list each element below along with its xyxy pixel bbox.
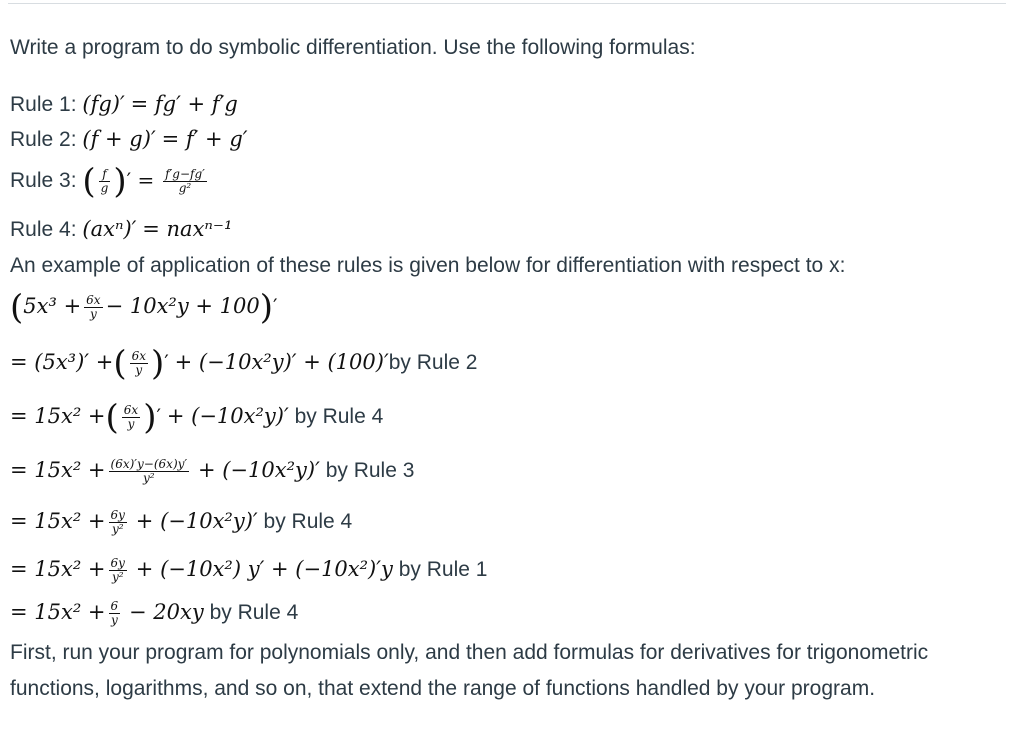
rule-2 — [10, 127, 248, 152]
step-1-reason: by Rule 2 — [388, 351, 478, 375]
intro-text: Write a program to do symbolic differentiation. Use the following formulas: — [10, 36, 696, 59]
step-3-fraction: $\frac{(6x)'y-(6x)y'}{\text{y²}}$ — [110, 457, 188, 485]
rule-3: Rule 3: ( $\frac{f}{g}$ )′ = $\frac{f'g-fg'}{\text{g²}}$ — [10, 161, 205, 202]
closing-text: First, run your program for polynomials only, and then add formulas for derivatives for trigonometric functions, logarithms, and so on, that extend the range of functions handled by your program. — [10, 641, 929, 700]
rule-4-rhs: = naxⁿ⁻¹ — [142, 217, 233, 241]
step-0-fraction: $\frac{6x}{y}$ — [86, 293, 101, 321]
step-4-reason: by Rule 4 — [263, 510, 353, 534]
rule-4-lhs: (axⁿ)′ — [82, 217, 137, 241]
step-3-reason: by Rule 3 — [325, 459, 415, 483]
step-2-fraction: $\frac{6x}{y}$ — [123, 403, 139, 431]
step-4: = 15x² + $\frac{6y}{\text{y²}}$ + (−10x²y)′ by Rule 4 — [10, 508, 353, 536]
rule-3-label: Rule 3: — [10, 169, 77, 193]
step-6-reason: by Rule 4 — [209, 601, 299, 625]
step-6-fraction: $\frac{6}{y}$ — [110, 599, 119, 627]
rule-4-label: Rule 4: — [10, 218, 77, 241]
top-divider — [8, 3, 1006, 4]
step-1: = (5x³)′ +( $\frac{6x}{y}$ )′ + (−10x²y)′ + (100)′by Rule 2 — [10, 343, 478, 384]
rule-2-lhs: (f + g)′ — [82, 127, 156, 151]
rule-1-label: Rule 1: — [10, 93, 77, 116]
step-5-fraction: $\frac{6y}{\text{y²}}$ — [110, 556, 125, 584]
step-5-reason: by Rule 1 — [398, 558, 488, 582]
rule-3-lhs-fraction: $\frac{f}{g}$ — [100, 167, 109, 195]
step-6: = 15x² + $\frac{6}{y}$ − 20xy by Rule 4 — [10, 599, 299, 627]
example-intro: An example of application of these rules is given below for differentiation with respect to x: — [10, 254, 846, 277]
step-3: = 15x² + $\frac{(6x)'y-(6x)y'}{\text{y²}}$ + (−10x²y)′ by Rule 3 — [10, 457, 415, 485]
rule-4 — [10, 217, 232, 242]
rule-1 — [10, 92, 238, 117]
rule-2-rhs: = f′ + g′ — [161, 127, 248, 151]
rule-2-label: Rule 2: — [10, 128, 77, 151]
rule-3-rhs-fraction: $\frac{f'g-fg'}{\text{g²}}$ — [165, 167, 205, 195]
step-1-fraction: $\frac{6x}{y}$ — [131, 349, 146, 377]
step-2: = 15x² +( $\frac{6x}{y}$ )′ + (−10x²y)′ by Rule 4 — [10, 397, 384, 438]
step-0: (5x³ + $\frac{6x}{y}$ − 10x²y + 100)′ — [10, 287, 278, 328]
step-5: = 15x² + $\frac{6y}{\text{y²}}$ + (−10x²) y′ + (−10x²)′y by Rule 1 — [10, 556, 488, 584]
rule-1-lhs: (fg)′ — [82, 92, 125, 116]
step-2-reason: by Rule 4 — [294, 405, 384, 429]
rule-1-rhs: = fg′ + f′g — [130, 92, 238, 116]
step-4-fraction: $\frac{6y}{\text{y²}}$ — [110, 508, 125, 536]
